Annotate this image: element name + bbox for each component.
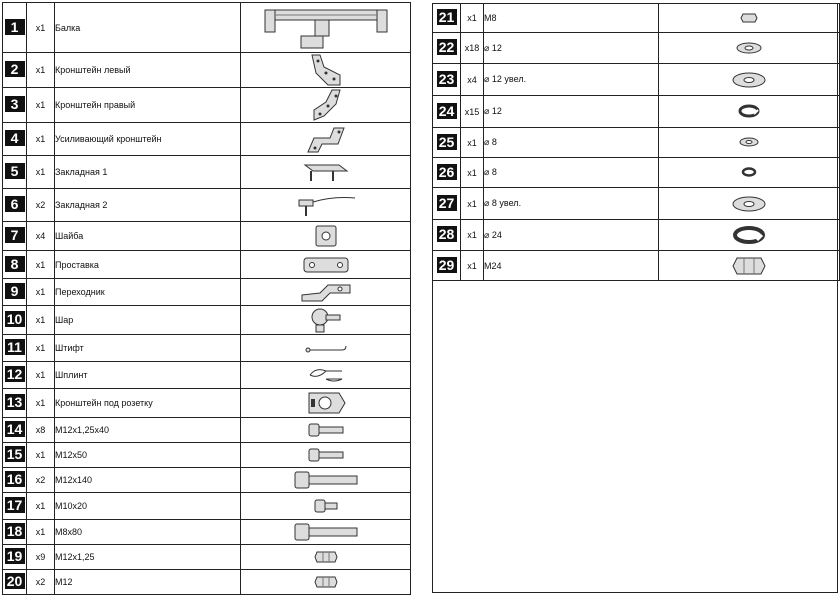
item-number-cell [3,570,27,595]
tow-ball-icon [306,311,346,328]
item-number-badge: 27 [437,195,457,211]
quantity-cell: x1 [27,3,55,53]
part-name-cell: ⌀ 8 [484,128,659,158]
item-number-cell [3,3,27,53]
quantity-cell: x1 [27,362,55,389]
short-bolt-icon [311,497,341,514]
part-illustration-cell [241,418,411,443]
part-illustration-cell [659,33,840,64]
part-illustration-cell [241,88,411,123]
part-illustration-cell [659,188,840,220]
parts-row [3,468,411,493]
item-number-cell [433,220,461,251]
flat-washer-icon [733,39,765,56]
part-name-cell: Шайба [55,222,241,251]
parts-list-left [2,2,411,595]
quantity-cell: x1 [461,158,484,188]
item-number-cell [3,222,27,251]
item-number-badge: 7 [5,227,25,243]
part-name-cell: ⌀ 24 [484,220,659,251]
large-washer-icon [729,195,769,212]
parts-row [3,189,411,222]
left-bracket-icon [306,61,346,78]
parts-row [433,251,840,281]
right-bracket-icon [306,96,346,113]
part-name-cell: M24 [484,251,659,281]
item-number-cell [3,306,27,335]
bolt-icon [305,421,347,438]
part-illustration-cell [659,64,840,96]
item-number-cell [433,188,461,220]
quantity-cell: x1 [461,220,484,251]
item-number-badge: 3 [5,96,25,112]
item-number-badge: 2 [5,61,25,77]
part-name-cell: ⌀ 8 [484,158,659,188]
parts-row [3,389,411,418]
item-number-badge: 11 [5,339,25,355]
small-flat-washer-icon [735,134,763,151]
part-illustration-cell [659,128,840,158]
part-name-cell: Кронштейн левый [55,53,241,88]
embed-plate-1-icon [299,163,353,180]
adapter-icon [298,283,354,300]
part-illustration-cell [241,156,411,189]
big-spring-washer-icon [729,226,769,243]
part-illustration-cell [241,306,411,335]
item-number-badge: 26 [437,164,457,180]
quantity-cell: x1 [461,188,484,220]
part-name-cell: M8x80 [55,520,241,545]
parts-row [3,306,411,335]
part-illustration-cell [241,53,411,88]
part-name-cell: ⌀ 12 [484,33,659,64]
item-number-cell [3,251,27,279]
beam-icon [261,19,391,36]
part-name-cell: M12 [55,570,241,595]
part-name-cell: Переходник [55,279,241,306]
part-illustration-cell [241,251,411,279]
part-name-cell: M12x50 [55,443,241,468]
part-name-cell: M12x1,25x40 [55,418,241,443]
parts-row [3,362,411,389]
quantity-cell: x1 [27,443,55,468]
quantity-cell: x2 [27,189,55,222]
item-number-cell [3,468,27,493]
parts-row [3,443,411,468]
part-illustration-cell [241,443,411,468]
part-illustration-cell [241,3,411,53]
item-number-cell [433,158,461,188]
socket-bracket-icon [303,394,349,411]
item-number-cell [3,362,27,389]
parts-row [3,520,411,545]
item-number-badge: 5 [5,163,25,179]
item-number-cell [433,33,461,64]
spring-washer-icon [734,103,764,120]
item-number-cell [3,389,27,418]
item-number-cell [3,545,27,570]
quantity-cell: x1 [461,128,484,158]
part-name-cell: M12x140 [55,468,241,493]
item-number-badge: 22 [437,39,457,55]
parts-row [3,570,411,595]
item-number-badge: 20 [5,573,25,589]
quantity-cell: x1 [461,4,484,33]
item-number-badge: 16 [5,471,25,487]
parts-row [433,64,840,96]
part-illustration-cell [241,222,411,251]
quantity-cell: x1 [27,493,55,520]
quantity-cell: x15 [461,96,484,128]
parts-row [3,53,411,88]
quantity-cell: x4 [27,222,55,251]
part-name-cell: ⌀ 8 увел. [484,188,659,220]
part-illustration-cell [241,335,411,362]
part-name-cell: Кронштейн правый [55,88,241,123]
bolt-icon [305,446,347,463]
small-nut-icon [739,9,759,26]
part-illustration-cell [659,251,840,281]
part-name-cell: Закладная 1 [55,156,241,189]
quantity-cell: x1 [461,251,484,281]
part-name-cell: Шплинт [55,362,241,389]
part-name-cell: M8 [484,4,659,33]
item-number-cell [3,493,27,520]
item-number-cell [433,64,461,96]
part-name-cell: Кронштейн под розетку [55,389,241,418]
quantity-cell: x1 [27,389,55,418]
long-bolt-icon [291,523,361,540]
pin-icon [302,339,350,356]
parts-row [433,220,840,251]
part-name-cell: ⌀ 12 увел. [484,64,659,96]
part-name-cell: M10x20 [55,493,241,520]
part-illustration-cell [659,220,840,251]
part-illustration-cell [241,545,411,570]
quantity-cell: x1 [27,53,55,88]
part-illustration-cell [241,362,411,389]
item-number-cell [3,123,27,156]
item-number-cell [433,251,461,281]
spacer-plate-icon [300,256,352,273]
part-illustration-cell [241,189,411,222]
part-illustration-cell [241,279,411,306]
nut-icon [313,573,339,590]
parts-row [433,128,840,158]
part-illustration-cell [241,123,411,156]
part-illustration-cell [241,493,411,520]
item-number-cell [3,335,27,362]
part-name-cell: Балка [55,3,241,53]
item-number-cell [433,128,461,158]
large-washer-icon [729,71,769,88]
quantity-cell: x1 [27,279,55,306]
item-number-cell [433,4,461,33]
part-illustration-cell [241,520,411,545]
parts-row [433,96,840,128]
item-number-cell [3,418,27,443]
part-illustration-cell [659,4,840,33]
item-number-badge: 24 [437,103,457,119]
quantity-cell: x1 [27,156,55,189]
item-number-badge: 15 [5,446,25,462]
item-number-cell [3,88,27,123]
quantity-cell: x8 [27,418,55,443]
cotter-pin-icon [306,366,346,383]
parts-row [3,493,411,520]
embed-plate-2-icon [293,196,359,213]
part-name-cell: M12x1,25 [55,545,241,570]
parts-row [433,188,840,220]
item-number-badge: 29 [437,257,457,273]
item-number-badge: 25 [437,134,457,150]
part-name-cell: Штифт [55,335,241,362]
quantity-cell: x1 [27,335,55,362]
part-illustration-cell [241,570,411,595]
item-number-badge: 9 [5,283,25,299]
parts-row [3,251,411,279]
part-name-cell: ⌀ 12 [484,96,659,128]
parts-row [3,545,411,570]
reinforcing-bracket-icon [304,130,348,147]
parts-row [3,156,411,189]
item-number-badge: 19 [5,548,25,564]
parts-row [3,3,411,53]
item-number-cell [3,279,27,306]
item-number-cell [3,189,27,222]
item-number-cell [3,520,27,545]
item-number-cell [3,443,27,468]
item-number-badge: 23 [437,71,457,87]
nut-icon [313,548,339,565]
quantity-cell: x9 [27,545,55,570]
parts-row [433,4,840,33]
item-number-cell [433,96,461,128]
item-number-badge: 8 [5,256,25,272]
part-name-cell: Усиливающий кронштейн [55,123,241,156]
quantity-cell: x2 [27,570,55,595]
item-number-cell [3,53,27,88]
part-name-cell: Закладная 2 [55,189,241,222]
quantity-cell: x4 [461,64,484,96]
quantity-cell: x1 [27,123,55,156]
part-illustration-cell [659,158,840,188]
item-number-badge: 28 [437,226,457,242]
square-washer-icon [313,227,339,244]
parts-row [433,158,840,188]
item-number-badge: 17 [5,497,25,513]
quantity-cell: x18 [461,33,484,64]
quantity-cell: x1 [27,520,55,545]
item-number-badge: 14 [5,421,25,437]
item-number-badge: 12 [5,366,25,382]
quantity-cell: x2 [27,468,55,493]
part-illustration-cell [241,468,411,493]
item-number-badge: 18 [5,523,25,539]
parts-row [433,33,840,64]
part-illustration-cell [659,96,840,128]
item-number-cell [3,156,27,189]
item-number-badge: 21 [437,9,457,25]
small-spring-washer-icon [737,164,761,181]
parts-row [3,279,411,306]
part-name-cell: Шар [55,306,241,335]
part-name-cell: Проставка [55,251,241,279]
item-number-badge: 1 [5,19,25,35]
item-number-badge: 13 [5,394,25,410]
long-bolt-icon [291,471,361,488]
quantity-cell: x1 [27,88,55,123]
big-nut-icon [731,257,767,274]
parts-row [3,88,411,123]
item-number-badge: 4 [5,130,25,146]
parts-row [3,418,411,443]
parts-row [3,222,411,251]
item-number-badge: 10 [5,311,25,327]
parts-row [3,335,411,362]
item-number-badge: 6 [5,196,25,212]
parts-list-right [432,3,840,281]
parts-row [3,123,411,156]
quantity-cell: x1 [27,251,55,279]
quantity-cell: x1 [27,306,55,335]
part-illustration-cell [241,389,411,418]
